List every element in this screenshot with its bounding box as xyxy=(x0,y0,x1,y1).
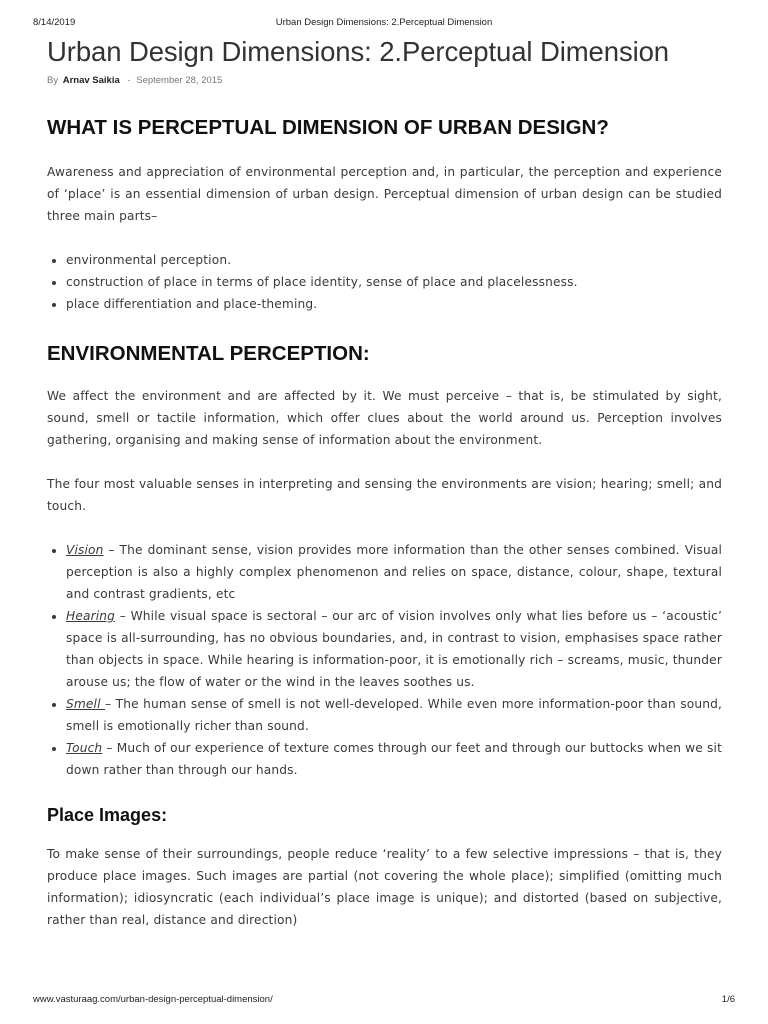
subheading-place-images: Place Images: xyxy=(47,805,168,825)
byline-separator: - xyxy=(127,75,131,86)
list-item-hearing xyxy=(66,605,722,693)
list-item-vision xyxy=(66,539,722,605)
place-images-paragraph: To make sense of their surroundings, people reduce ‘reality’ to a few selective impressions – that is, they produce place images. Such images are partial (not covering the whole place); simplified (omitting much information); idiosyncratic (each individual’s place image is unique); and distorted (based on subjective, rather than real, distance and direction) xyxy=(47,847,722,927)
smell-description: – The human sense of smell is not well-developed. While even more information-poor than sound, smell is emotionally richer than sound. xyxy=(66,697,722,733)
section-heading-environmental-perception: ENVIRONMENTAL PERCEPTION: xyxy=(47,342,370,365)
term-smell: Smell xyxy=(66,697,106,711)
post-title: Urban Design Dimensions: 2.Perceptual Dimension xyxy=(47,36,669,67)
list-item-smell xyxy=(66,693,722,737)
senses-list xyxy=(47,539,722,781)
hearing-description: – While visual space is sectoral – our arc of vision involves only what lies before us – ‘acoustic’ space is all-surrounding, has no obvious boundaries, and, in contrast to vision, emphasises space rather than objects in space. While hearing is information-poor, it is emotionally rich – screams, music, thunder arouse us; the flow of water or the wind in the leaves soothes us. xyxy=(66,609,722,689)
environment-paragraph-2: The four most valuable senses in interpreting and sensing the environments are vision; hearing; smell; and touch. xyxy=(47,477,722,513)
byline xyxy=(47,75,722,89)
print-date: 8/14/2019 xyxy=(33,17,76,28)
page-url: www.vasturaag.com/urban-design-perceptual-dimension/ xyxy=(33,994,273,1005)
parts-list xyxy=(47,249,722,315)
list-item-touch xyxy=(66,737,722,781)
touch-description: – Much of our experience of texture comes through our feet and through our buttocks when we sit down rather than through our hands. xyxy=(66,741,722,777)
section-heading-perceptual-dimension: WHAT IS PERCEPTUAL DIMENSION OF URBAN DESIGN? xyxy=(47,116,609,139)
list-item: • environmental perception. xyxy=(66,249,722,271)
page-number: 1/6 xyxy=(721,994,735,1005)
vision-description: – The dominant sense, vision provides more information than the other senses combined. Visual perception is also a highly complex phenomenon and relies on space, distance, colour, shape, textural and contrast gradients, etc xyxy=(66,543,722,601)
term-vision: Vision xyxy=(66,543,104,557)
print-header-title: Urban Design Dimensions: 2.Perceptual Dimension xyxy=(275,17,493,28)
print-header xyxy=(33,17,735,31)
term-hearing: Hearing xyxy=(66,609,116,623)
author-link[interactable]: Arnav Saikia xyxy=(62,75,120,86)
list-item: • place differentiation and place-theming. xyxy=(66,293,722,315)
intro-paragraph: Awareness and appreciation of environmental perception and, in particular, the perception and experience of ‘place’ is an essential dimension of urban design. Perceptual dimension of urban design can be studied three main parts– xyxy=(47,165,722,223)
print-footer xyxy=(33,994,735,1008)
term-touch: Touch xyxy=(66,741,103,755)
list-item: • construction of place in terms of place identity, sense of place and placelessness. xyxy=(66,271,722,293)
post-date: September 28, 2015 xyxy=(136,75,223,86)
byline-by: By xyxy=(47,75,59,86)
environment-paragraph-1: We affect the environment and are affected by it. We must perceive – that is, be stimulated by sight, sound, smell or tactile information, which offer clues about the world around us. Perception involves gathering, organising and making sense of information about the environment. xyxy=(47,389,722,447)
article xyxy=(47,32,722,931)
